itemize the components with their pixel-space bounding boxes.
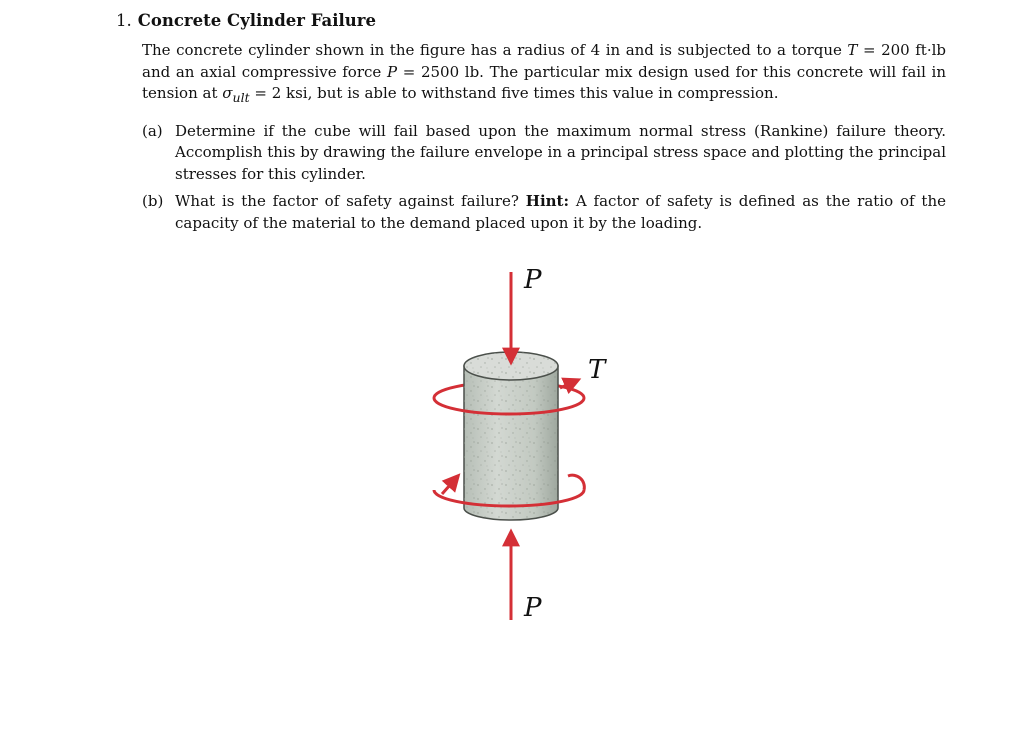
part-b — [142, 191, 946, 234]
concrete-cylinder — [464, 352, 558, 520]
lower-torque-ring-right-tail — [568, 475, 584, 490]
statement-text-1: The concrete cylinder shown in the figure has a radius of 4 in and is subjected to a torque — [142, 41, 848, 59]
problem-block — [116, 10, 946, 240]
part-a-label: (a) — [142, 121, 163, 140]
problem-statement — [142, 40, 946, 109]
statement-text-3: = 2500 lb. The particular mix design used for this concrete will fail in tension at — [142, 62, 947, 102]
lower-torque-arrow — [442, 476, 458, 494]
bottom-force-label: P — [524, 593, 542, 623]
sigma-subscript: ult — [232, 90, 250, 105]
problem-title: Concrete Cylinder Failure — [137, 11, 376, 30]
hint-label: Hint: — [525, 192, 570, 210]
torque-symbol: T — [847, 41, 858, 59]
problem-heading — [116, 10, 946, 32]
statement-text-4: = 2 ksi, but is able to withstand five times this value in compression. — [249, 84, 779, 102]
cylinder-diagram — [420, 258, 620, 628]
part-b-text-pre: What is the factor of safety against failure? — [175, 192, 526, 210]
problem-number: 1. — [116, 11, 132, 30]
cylinder-figure — [420, 258, 620, 628]
part-b-text-post: A factor of safety is defined as the ratio of the capacity of the material to the demand placed upon it by the loading. — [175, 192, 946, 232]
top-force-label: P — [524, 265, 542, 295]
problem-parts — [142, 121, 946, 235]
force-symbol: P — [386, 62, 398, 81]
statement-text-2: = 200 ft·lb and an axial compressive force — [142, 41, 947, 81]
part-b-label: (b) — [142, 192, 164, 210]
upper-torque-arrow — [560, 380, 578, 388]
torque-label: T — [588, 355, 606, 385]
sigma-symbol: σ — [222, 84, 233, 102]
part-a — [142, 121, 946, 186]
part-a-text: Determine if the cube will fail based upon the maximum normal stress (Rankine) failure theory. Accomplish this by drawing the failure envelope in a principal stress space and plotting the principal stresses for this cylinder. — [175, 121, 946, 183]
